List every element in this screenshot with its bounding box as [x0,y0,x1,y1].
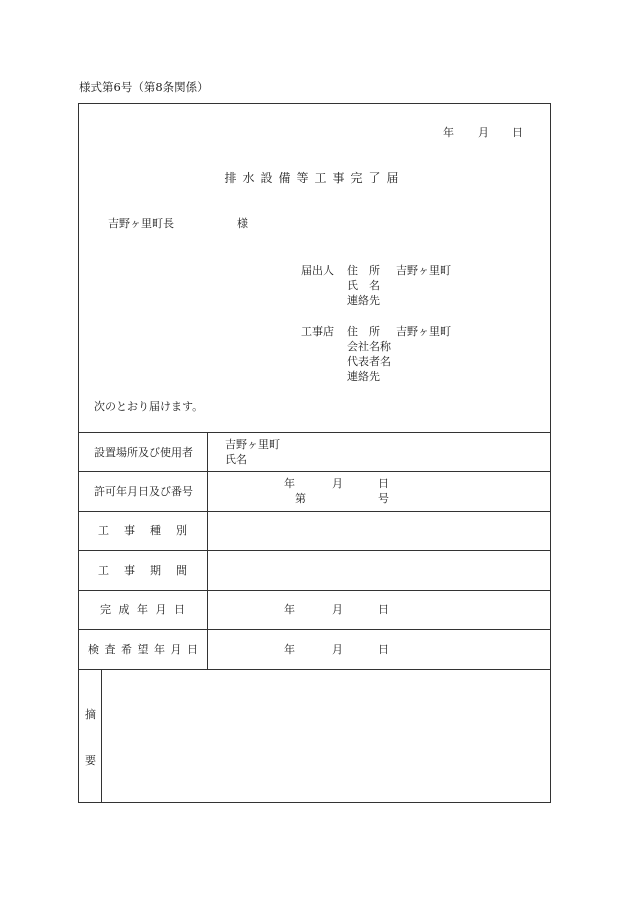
row-divider [79,550,550,551]
row-divider [79,471,550,472]
row-divider [79,590,550,591]
date-month-label: 月 [478,126,489,139]
contractor-representative-label: 代表者名 [347,355,391,368]
inspection-day-label: 日 [378,643,389,656]
addressee-honorific: 様 [237,217,248,230]
completion-month-label: 月 [332,603,343,616]
installation-location-town: 吉野ヶ里町 [225,438,280,451]
row-label-permit-date-number: 許可年月日及び番号 [94,485,193,498]
notifier-name-label: 氏 名 [347,279,380,292]
row-divider [79,511,550,512]
permit-dai-label: 第 [295,492,306,505]
remarks-area [103,670,550,802]
row-label-completion-date: 完 成 年 月 日 [100,603,187,616]
contractor-address-value: 吉野ヶ里町 [396,325,451,338]
remarks-label-char1: 摘 [85,708,96,721]
intro-text: 次のとおり届けます。 [94,400,204,413]
form-number: 様式第6号（第8条関係） [79,80,209,94]
date-day-label: 日 [512,126,523,139]
inspection-year-label: 年 [284,643,295,656]
date-year-label: 年 [443,126,454,139]
row-label-construction-period: 工 事 期 間 [98,564,189,577]
contractor-address-label: 住 所 [347,325,380,338]
completion-year-label: 年 [284,603,295,616]
document-title: 排水設備等工事完了届 [224,171,405,185]
installation-user-name-label: 氏名 [225,453,247,466]
row-divider [79,629,550,630]
contractor-company-label: 会社名称 [347,340,391,353]
permit-go-label: 号 [378,492,389,505]
permit-month-label: 月 [332,477,343,490]
notifier-label: 届出人 [301,264,334,277]
contractor-contact-label: 連絡先 [347,370,380,383]
notifier-address-value: 吉野ヶ里町 [396,264,451,277]
notifier-address-label: 住 所 [347,264,380,277]
row-label-inspection-date: 検 査 希 望 年 月 日 [88,643,199,656]
label-column-divider [207,432,208,669]
notifier-contact-label: 連絡先 [347,294,380,307]
remarks-column-divider [101,669,102,802]
remarks-label-char2: 要 [85,754,96,767]
completion-day-label: 日 [378,603,389,616]
permit-day-label: 日 [378,477,389,490]
inspection-month-label: 月 [332,643,343,656]
row-label-installation-location: 設置場所及び使用者 [94,446,193,459]
table-top-border [79,432,550,433]
row-label-construction-type: 工 事 種 別 [98,524,189,537]
addressee-name: 吉野ヶ里町長 [108,217,174,230]
completion-notice-form [78,103,551,803]
permit-year-label: 年 [284,477,295,490]
contractor-label: 工事店 [301,325,334,338]
